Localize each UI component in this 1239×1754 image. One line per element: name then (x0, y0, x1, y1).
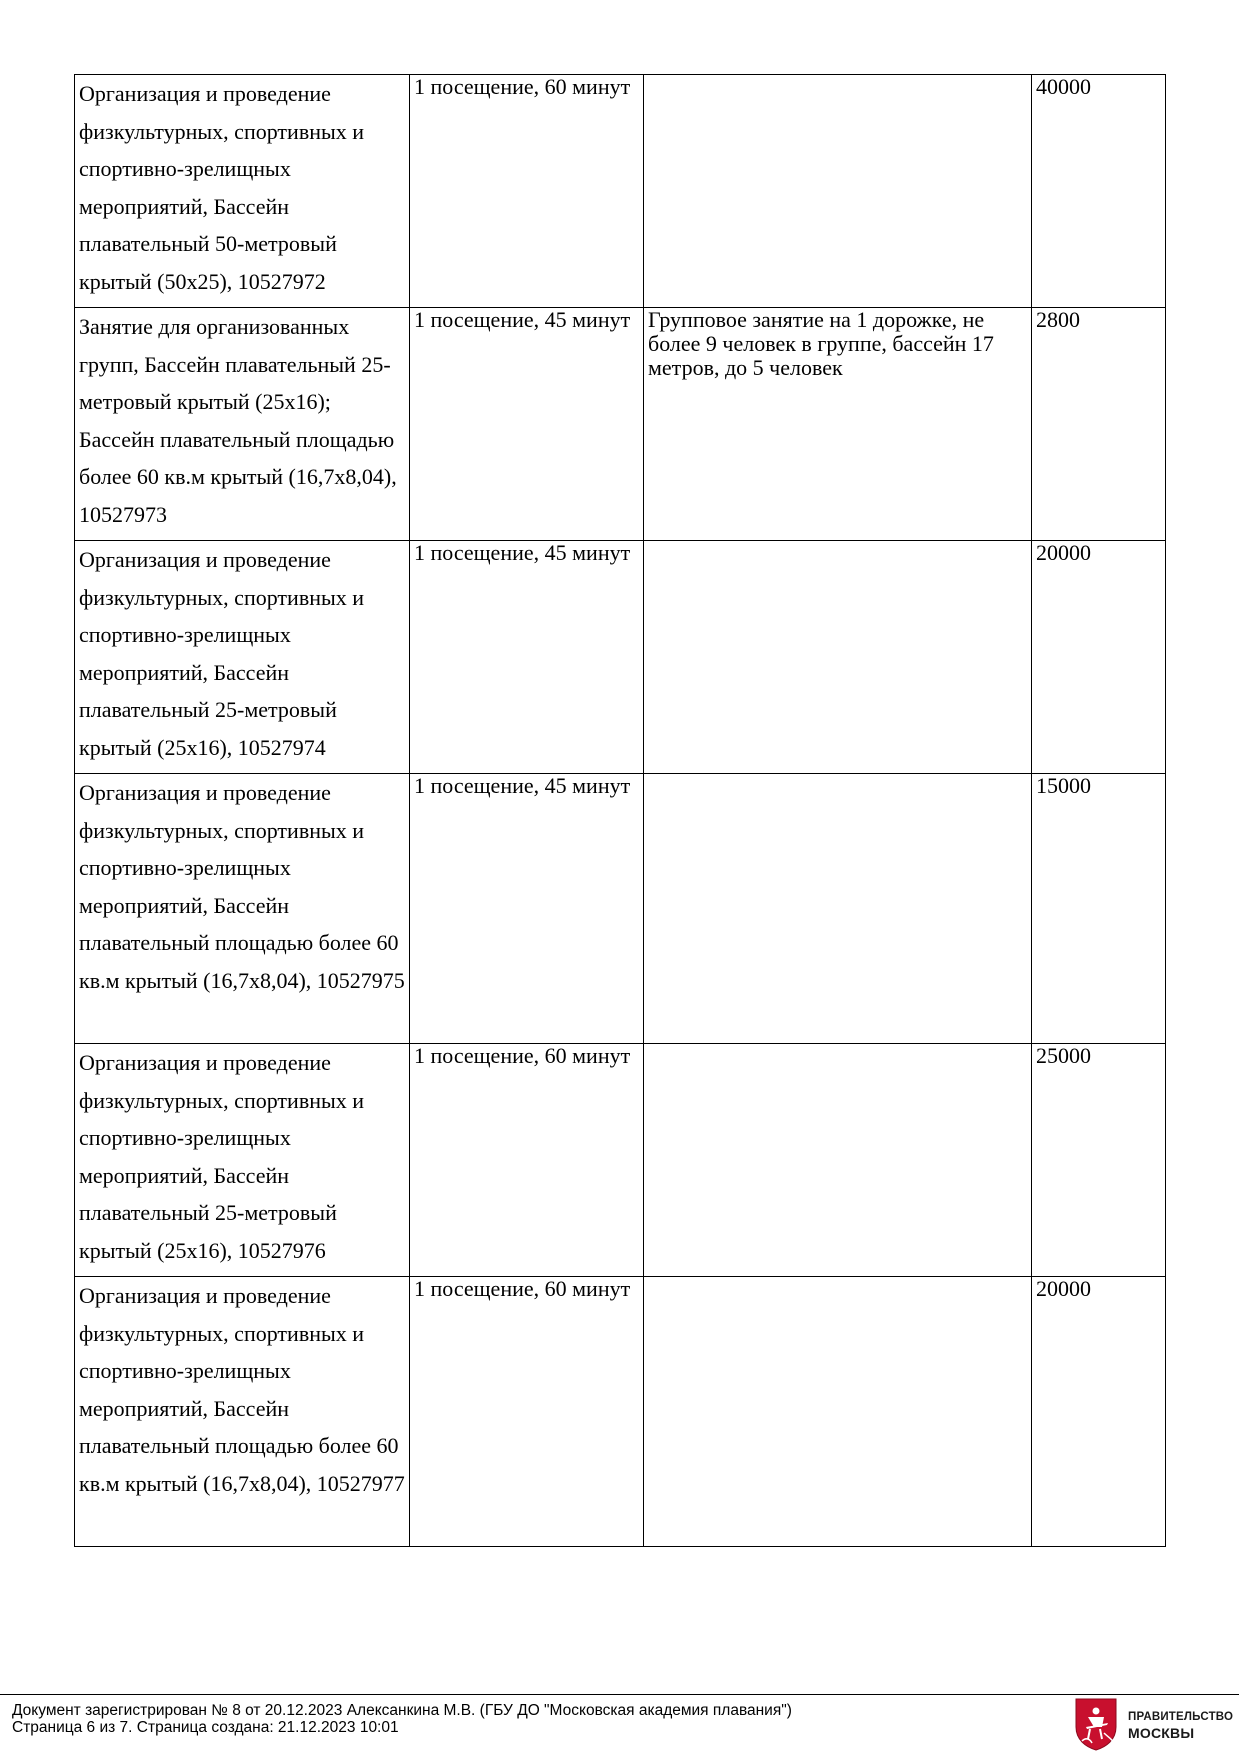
service-name: Организация и проведение физкультурных, спортивных и спортивно-зрелищных мероприятий, Бассейн плавательный 25-метровый крытый (25х16), 10527976 (75, 1044, 410, 1277)
service-duration: 1 посещение, 60 минут (410, 1277, 644, 1547)
table-row (75, 308, 1166, 541)
table-row (75, 1044, 1166, 1277)
table-row (75, 541, 1166, 774)
service-note (644, 774, 1032, 1044)
page-info: Страница 6 из 7. Страница создана: 21.12.2023 10:01 (12, 1719, 399, 1736)
logo-line-1: ПРАВИТЕЛЬСТВО (1128, 1711, 1234, 1723)
table-row (75, 1277, 1166, 1547)
footer-divider (0, 1694, 1239, 1695)
service-price: 25000 (1032, 1044, 1166, 1277)
service-duration: 1 посещение, 60 минут (410, 75, 644, 308)
footer (12, 1702, 792, 1736)
service-duration: 1 посещение, 60 минут (410, 1044, 644, 1277)
service-price: 15000 (1032, 774, 1166, 1044)
logo-line-2: МОСКВЫ (1128, 1725, 1195, 1741)
service-note (644, 541, 1032, 774)
service-duration: 1 посещение, 45 минут (410, 308, 644, 541)
service-name: Организация и проведение физкультурных, спортивных и спортивно-зрелищных мероприятий, Бассейн плавательный площадью более 60 кв.м крытый (16,7х8,04), 10527977 (75, 1277, 410, 1547)
service-note (644, 1044, 1032, 1277)
government-logo (1074, 1697, 1239, 1751)
service-duration: 1 посещение, 45 минут (410, 541, 644, 774)
service-note: Групповое занятие на 1 дорожке, не более 9 человек в группе, бассейн 17 метров, до 5 человек (644, 308, 1032, 541)
services-table (74, 74, 1166, 1547)
service-name: Организация и проведение физкультурных, спортивных и спортивно-зрелищных мероприятий, Бассейн плавательный 25-метровый крытый (25х16), 10527974 (75, 541, 410, 774)
service-price: 40000 (1032, 75, 1166, 308)
service-price: 20000 (1032, 1277, 1166, 1547)
service-duration: 1 посещение, 45 минут (410, 774, 644, 1044)
table-row (75, 75, 1166, 308)
registration-info: Документ зарегистрирован № 8 от 20.12.2023 Алексанкина М.В. (ГБУ ДО "Московская академия плавания") (12, 1702, 792, 1719)
moscow-coat-of-arms-icon (1074, 1697, 1126, 1751)
service-note (644, 75, 1032, 308)
service-name: Организация и проведение физкультурных, спортивных и спортивно-зрелищных мероприятий, Бассейн плавательный 50-метровый крытый (50х25), 10527972 (75, 75, 410, 308)
service-price: 20000 (1032, 541, 1166, 774)
table-row (75, 774, 1166, 1044)
service-note (644, 1277, 1032, 1547)
service-name: Занятие для организованных групп, Бассейн плавательный 25-метровый крытый (25х16); Бассейн плавательный площадью более 60 кв.м крытый (16,7х8,04), 10527973 (75, 308, 410, 541)
service-price: 2800 (1032, 308, 1166, 541)
service-name: Организация и проведение физкультурных, спортивных и спортивно-зрелищных мероприятий, Бассейн плавательный площадью более 60 кв.м крытый (16,7х8,04), 10527975 (75, 774, 410, 1044)
